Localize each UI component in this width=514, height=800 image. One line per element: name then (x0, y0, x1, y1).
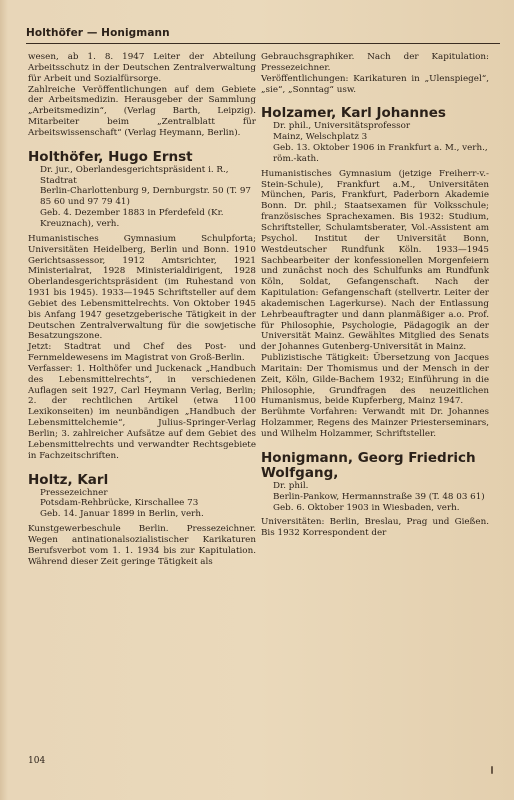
entry-career: Kunstgewerbeschule Berlin. Pressezeichner. Wegen antinationalsozialistischer Karikaturen Berufsverbot vom 1. 1. 1934 bis zur Kapitulation. Während dieser Zeit geringe Tätigkeit als (28, 524, 256, 567)
entry-career: Humanistisches Gymnasium Schulpforta; Universitäten Heidelberg, Berlin und Bonn. 1910 Gerichtsassessor, 1912 Amtsrichter, 1921 Ministerialrat, 1928 Ministerialdirigent, 1928 Oberlandesgerichtspräsident (im Ruhestand von 1931 bis 1945). 1933—1945 Schriftsteller auf dem Gebiet des Lebensmittelrechts. Von Oktober 1945 bis Anfang 1947 gesetzgeberische Tätigkeit in der Deutschen Zentralverwaltung für die sowjetische Besatzungszone. (28, 233, 256, 342)
running-header: Holthöfer — Honigmann (26, 27, 170, 39)
entry-details-holtz (40, 488, 256, 521)
entry-details-honigmann (273, 481, 489, 514)
entry-address: Mainz, Welschplatz 3 (273, 132, 368, 143)
entry-title: Dr. jur., Oberlandesgerichtspräsident i. R., Stadtrat (40, 164, 229, 186)
entry-details-holzamer (273, 121, 489, 164)
entry-title: Pressezeichner (40, 487, 108, 498)
continuation-paragraph: Zahlreiche Veröffentlichungen auf dem Gebiete der Arbeitsmedizin. Herausgeber der Sammlung „Arbeitsmedizin“, (Verlag Barth, Leipzig). Mitarbeiter beim „Zentralblatt für Arbeitswissenschaft“ (Verlag Heymann, Berlin). (28, 84, 256, 138)
entry-details-holthoefer (40, 165, 256, 230)
entry-title: Dr. phil., Universitätsprofessor (273, 121, 411, 132)
entry-address: Potsdam-Rehbrücke, Kirschallee 73 (40, 498, 199, 509)
entry-name-holzamer: Holzamer, Karl Johannes (261, 105, 446, 122)
entry-relatives: Berühmte Vorfahren: Verwandt mit Dr. Johannes Holzammer, Regens des Mainzer Priesterseminars, und Wilhelm Holzammer, Schriftsteller. (261, 407, 489, 439)
entry-name-holthoefer: Holthöfer, Hugo Ernst (28, 148, 193, 165)
entry-title: Dr. phil. (273, 480, 309, 491)
entry-name-honigmann: Honigmann, Georg Friedrich Wolfgang, (261, 449, 476, 481)
entry-works: Verfasser: 1. Holthöfer und Juckenack „Handbuch des Lebensmittelrechts“, in verschiedenen Auflagen seit 1927, Carl Heymann Verlag, Berlin; 2. der rechtlichen Artikel (etwa 1100 Lexikonseiten) im neunbändigen „Handbuch der Lebensmittelchemie“, Julius-Springer-Verlag Berlin; 3. zahlreicher Aufsätze auf dem Gebiet des Lebensmittelrechts und verwandter Rechtsgebiete in Fachzeitschriften. (28, 363, 256, 461)
entry-name-holtz: Holtz, Karl (28, 471, 109, 488)
entry-birth: Geb. 6. Oktober 1903 in Wiesbaden, verh. (273, 502, 460, 513)
entry-birth: Geb. 13. Oktober 1906 in Frankfurt a. M., verh., röm.-kath. (273, 143, 488, 164)
left-column (28, 52, 256, 567)
page-number: 104 (28, 756, 46, 766)
entry-address: Berlin-Pankow, Hermannstraße 39 (T. 48 03 61) (273, 491, 485, 502)
entry-current: Jetzt: Stadtrat und Chef des Post- und Fernmeldewesens im Magistrat von Groß-Berlin. (28, 342, 256, 364)
header-rule (26, 43, 500, 44)
continuation-paragraph: Gebrauchsgraphiker. Nach der Kapitulation: Pressezeichner. (261, 52, 489, 73)
continuation-paragraph: Veröffentlichungen: Karikaturen in „Ulenspiegel“, „sie“, „Sonntag“ usw. (261, 73, 489, 95)
right-column (261, 52, 489, 539)
continuation-paragraph: wesen, ab 1. 8. 1947 Leiter der Abteilung Arbeitsschutz in der Deutschen Zentralverwaltung für Arbeit und Sozialfürsorge. (28, 52, 256, 84)
entry-works: Publizistische Tätigkeit: Übersetzung von Jacques Maritain: Der Thomismus und der Mensch in der Zeit, Köln, Gilde-Bachem 1932; Einführung in die Philosophie, Grundfragen des neuzeitlichen Humanismus, beide Kupferberg, Mainz 1947. (261, 353, 489, 407)
ink-mark (491, 766, 493, 774)
entry-career: Universitäten: Berlin, Breslau, Prag und Gießen. Bis 1932 Korrespondent der (261, 517, 489, 539)
entry-career: Humanistisches Gymnasium (jetzige Freiherr-v.-Stein-Schule), Frankfurt a.M., Universitäten München, Paris, Frankfurt, Paderborn Akademie Bonn. Dr. phil.; Staatsexamen für Volksschule; französisches Sprachexamen. Bis 1932: Studium, Schriftsteller, Schulamtsberater, Vol.-Assistent am Psychol. Institut der Universität Bonn, Westdeutscher Rundfunk Köln. 1933—1945 Sachbearbeiter der konfessionellen Morgenfeiern und zunächst noch des Schulfunks am Rundfunk Köln, Soldat, Gefangenschaft. Nach der Kapitulation: Gefangenschaft (stellvertr. Leiter der akademischen Lagerkurse). Nach der Entlassung Lehrbeauftragter und dann planmäßiger a.o. Prof. für Philosophie, Psychologie, Pädagogik an der Universität Mainz. Gewähltes Mitglied des Senats der Johannes Gutenberg-Universität in Mainz. (261, 168, 489, 353)
entry-birth: Geb. 14. Januar 1899 in Berlin, verh. (40, 509, 204, 520)
entry-birth: Geb. 4. Dezember 1883 in Pferdefeld (Kr. Kreuznach), verh. (40, 208, 224, 229)
entry-address: Berlin-Charlottenburg 9, Dernburgstr. 50 (T. 97 85 60 und 97 79 41) (40, 186, 251, 208)
